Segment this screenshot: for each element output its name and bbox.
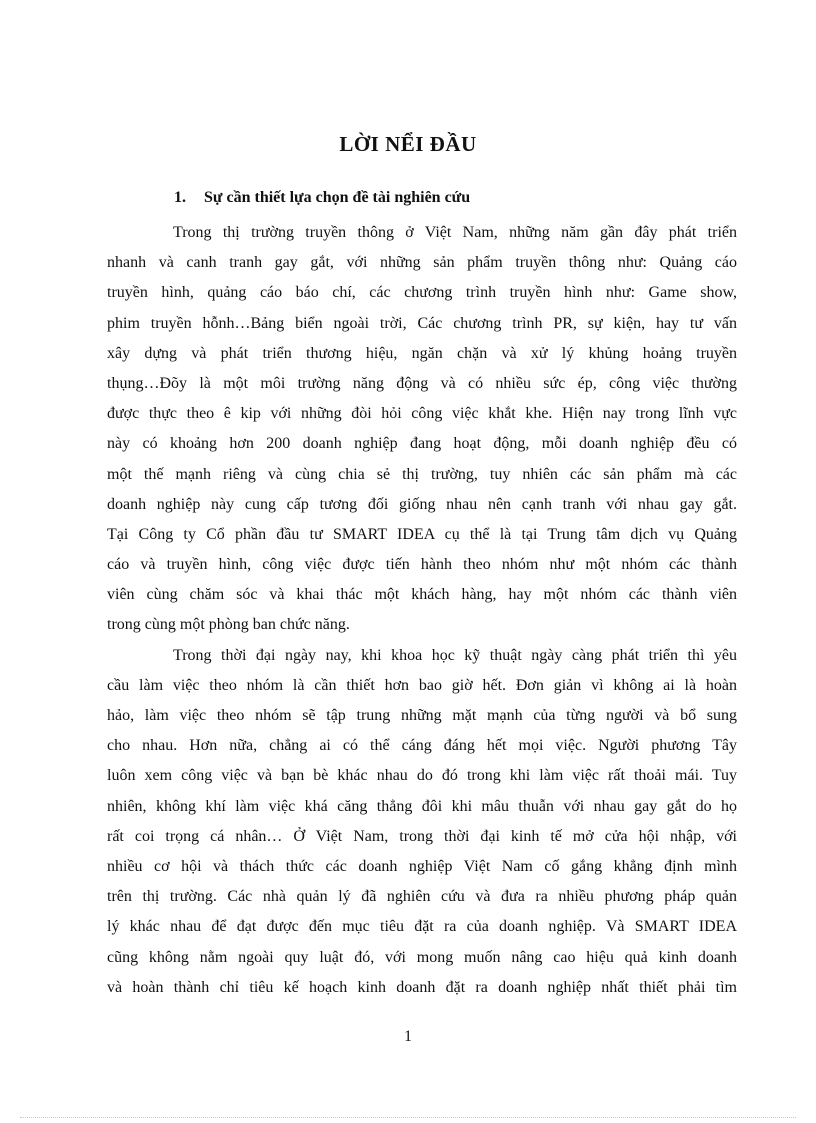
paragraph-line: phim truyền hỗnh…Bảng biển ngoài trời, Các chương trình PR, sự kiện, hay tư vấn <box>107 314 737 332</box>
paragraph-line: một thế mạnh riêng và cùng chia sẻ thị trường, tuy nhiên các sản phẩm mà các <box>107 465 737 483</box>
paragraph-line: lý khác nhau để đạt được đến mục tiêu đặt ra của doanh nghiệp. Và SMART IDEA <box>107 918 737 936</box>
page-title: LỜI NỂI ĐẦU <box>339 132 477 156</box>
paragraph-line: truyền hình, quảng cáo báo chí, các chương trình truyền hình như: Game show, <box>107 284 737 302</box>
paragraph-line: doanh nghiệp này cung cấp tương đối giống nhau nên cạnh tranh với nhau gay gắt. <box>107 495 737 513</box>
paragraph-line: cáo và truyền hình, công việc được tiến hành theo nhóm như một nhóm các thành <box>107 556 737 574</box>
paragraph-line: trên thị trường. Các nhà quản lý đã nghiên cứu và đưa ra nhiều phương pháp quản <box>107 888 737 906</box>
paragraph-line: Trong thị trường truyền thông ở Việt Nam, những năm gần đây phát triển <box>173 224 737 241</box>
paragraph-line: viên cùng chăm sóc và khai thác một khách hàng, hay một nhóm các thành viên <box>107 586 737 604</box>
section-number: 1. <box>174 189 186 206</box>
section-heading <box>174 189 470 207</box>
page-bottom-divider <box>20 1117 796 1118</box>
paragraph-line: luôn xem công việc và bạn bè khác nhau do đó trong khi làm việc rất thoải mái. Tuy <box>107 767 737 785</box>
paragraph <box>107 641 737 1003</box>
paragraph-line: trong cùng một phòng ban chức năng. <box>107 616 350 634</box>
paragraph-line: nhanh và canh tranh gay gắt, với những sản phẩm truyền thông như: Quảng cáo <box>107 254 737 272</box>
paragraph-line: nhiều cơ hội và thách thức các doanh nghiệp Việt Nam cố gắng khẳng định mình <box>107 857 737 875</box>
paragraph-line: thụng…Đõy là một môi trường năng động và có nhiều sức ép, công việc thường <box>107 374 737 392</box>
paragraph-line: cũng không nằm ngoài quy luật đó, với mong muốn nâng cao hiệu quả kinh doanh <box>107 948 737 966</box>
paragraph-line: Trong thời đại ngày nay, khi khoa học kỹ thuật ngày càng phát triển thì yêu <box>173 646 737 664</box>
page-number: 1 <box>404 1028 412 1045</box>
paragraph-line: cầu làm việc theo nhóm là cần thiết hơn bao giờ hết. Đơn giản vì không ai là hoàn <box>107 676 737 694</box>
paragraph-line: này có khoảng hơn 200 doanh nghiệp đang hoạt động, mỗi doanh nghiệp đều có <box>107 435 737 453</box>
paragraph-line: xây dựng và phát triển thương hiệu, ngăn chặn và xử lý khủng hoảng truyền <box>107 344 737 362</box>
paragraph <box>107 218 737 641</box>
paragraph-line: cho nhau. Hơn nữa, chẳng ai có thể cáng đáng hết mọi việc. Người phương Tây <box>107 737 737 755</box>
paragraph-line: rất coi trọng cá nhân… Ở Việt Nam, trong thời đại kinh tế mở cửa hội nhập, với <box>107 827 737 845</box>
section-heading-text: Sự cần thiết lựa chọn đề tài nghiên cứu <box>204 189 471 206</box>
paragraph-line: hảo, làm việc theo nhóm sẽ tập trung những mặt mạnh của từng người và bổ sung <box>107 707 737 724</box>
paragraph-line: được thực theo ê kip với những đòi hỏi công việc khắt khe. Hiện nay trong lĩnh vực <box>107 405 737 423</box>
paragraph-line: và hoàn thành chỉ tiêu kế hoạch kinh doanh đặt ra doanh nghiệp nhất thiết phải tìm <box>107 978 737 996</box>
paragraph-line: nhiên, không khí làm việc khá căng thẳng đôi khi mâu thuẫn với nhau gay gắt do họ <box>107 797 737 815</box>
body-text <box>107 218 737 1003</box>
paragraph-line: Tại Công ty Cổ phần đầu tư SMART IDEA cụ thể là tại Trung tâm dịch vụ Quảng <box>107 525 737 543</box>
